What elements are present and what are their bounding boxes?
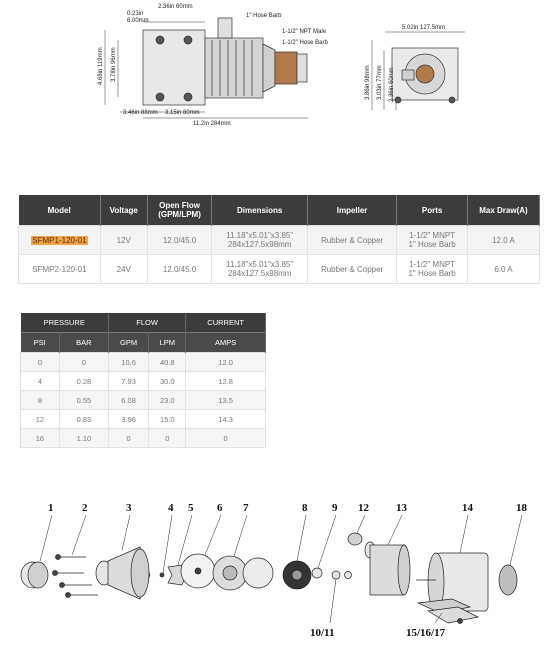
dim-378: 3.78in 96mm [111,47,117,82]
part-label-13: 13 [396,502,407,514]
model-table-header [19,195,540,226]
dim-236-top: 2.36in 60mm [158,4,193,10]
dim-line-1: 11.18"x5.01"x3.85" [226,231,294,240]
lpm-cell: 15.0 [149,410,186,429]
part-label-8: 8 [302,502,308,514]
table-row [21,372,266,391]
sub-gpm: GPM [108,333,148,353]
header-open-flow: Open Flow (GPM/LPM) [147,195,212,226]
flow-cell: 12.0/45.0 [147,255,212,284]
max-draw-cell: 6.0 A [467,255,539,284]
dim-236-front: 2.36in 60mm [389,67,395,102]
part-label-18: 18 [516,502,527,514]
header-model: Model [19,195,101,226]
part-seal [312,568,322,578]
psi-cell: 16 [21,429,60,448]
lpm-cell: 0 [149,429,186,448]
dim-315: 3.15in 80mm [165,110,200,116]
header-impeller: Impeller [307,195,396,226]
dim-502: 5.02in 127.5mm [402,25,446,31]
part-label-9: 9 [332,502,338,514]
gpm-cell: 3.96 [108,410,148,429]
gpm-cell: 0 [108,429,148,448]
gpm-cell: 7.93 [108,372,148,391]
lpm-cell: 23.0 [149,391,186,410]
part-label-1: 1 [48,502,54,514]
part-label-5: 5 [188,502,194,514]
psi-cell: 4 [21,372,60,391]
gpm-cell: 10.6 [108,353,148,372]
amps-cell: 0 [186,429,266,448]
sub-lpm: LPM [149,333,186,353]
header-ports: Ports [397,195,468,226]
table-row [21,429,266,448]
bar-cell: 0 [59,353,108,372]
dim-line-1: 11.18"x5.01"x3.85" [226,260,294,269]
part-label-6: 6 [217,502,223,514]
lpm-cell: 40.8 [149,353,186,372]
dim-6mm: 6.00mm [127,18,149,24]
dim-npt: 1-1/2" NPT Male [282,29,327,35]
header-max-draw: Max Draw(A) [467,195,539,226]
dim-468: 4.68in 119mm [98,47,104,85]
dim-346: 3.46in 88mm [123,110,158,116]
ports-cell [397,255,468,284]
voltage-cell: 12V [100,226,147,255]
sub-amps: AMPS [186,333,266,353]
table-row [19,255,540,284]
part-bushing [348,533,362,545]
port-line-1: 1-1/2" MNPT [409,260,456,269]
dim-hose-barb-1: 1" Hose Barb [246,13,282,19]
table-row [21,353,266,372]
port-line-2: 1" Hose Barb [408,269,456,278]
dimensions-cell [212,255,307,284]
bar-cell: 0.55 [59,391,108,410]
max-draw-cell: 12.0 A [467,226,539,255]
port-line-1: 1-1/2" MNPT [409,231,456,240]
lpm-cell: 30.0 [149,372,186,391]
model-cell [19,226,101,255]
bar-cell: 1.10 [59,429,108,448]
dimension-drawing [0,0,560,135]
dim-386: 3.86in 98mm [365,65,371,100]
bar-cell: 0.83 [59,410,108,429]
amps-cell: 12.0 [186,353,266,372]
part-endcap [499,565,517,595]
part-label-7: 7 [243,502,249,514]
dim-023: 0.23in [127,11,144,17]
amps-cell: 13.5 [186,391,266,410]
table-row [21,391,266,410]
port-line-2: 1" Hose Barb [408,240,456,249]
flow-cell: 12.0/45.0 [147,226,212,255]
part-label-4: 4 [168,502,174,514]
group-pressure: PRESSURE [21,313,109,333]
part-label-12: 12 [358,502,369,514]
dim-112: 11.2in 284mm [193,121,231,127]
part-label-15-16-17: 15/16/17 [406,627,446,639]
dimensions-cell [212,226,307,255]
part-label-14: 14 [462,502,473,514]
header-dimensions: Dimensions [212,195,307,226]
pressure-flow-table [20,313,266,448]
sub-psi: PSI [21,333,60,353]
pump-front-view [392,48,458,103]
group-flow: FLOW [108,313,185,333]
dim-303: 3.03in 77mm [377,65,383,100]
part-label-3: 3 [126,502,132,514]
group-current: CURRENT [186,313,266,333]
amps-cell: 12.8 [186,372,266,391]
gpm-cell: 6.08 [108,391,148,410]
psi-cell: 0 [21,353,60,372]
table-row [21,410,266,429]
dim-line-2: 284x127.5x98mm [227,240,292,249]
dim-line-2: 284x127.5x98mm [227,269,292,278]
psi-cell: 12 [21,410,60,429]
header-voltage: Voltage [100,195,147,226]
model-spec-table [18,195,540,284]
exploded-parts-diagram [0,495,560,640]
impeller-cell: Rubber & Copper [307,226,396,255]
part-label-10-11: 10/11 [310,627,335,639]
dim-hose-barb-15: 1-1/2" Hose Barb [282,40,328,46]
bar-cell: 0.28 [59,372,108,391]
model-cell: SFMP2-120-01 [19,255,101,284]
pressure-sub-header [21,333,266,353]
amps-cell: 14.3 [186,410,266,429]
impeller-cell: Rubber & Copper [307,255,396,284]
model-name-highlighted: SFMP1-120-01 [32,235,87,245]
table-row [19,226,540,255]
ports-cell [397,226,468,255]
sub-bar: BAR [59,333,108,353]
psi-cell: 8 [21,391,60,410]
part-label-2: 2 [82,502,88,514]
voltage-cell: 24V [100,255,147,284]
pressure-group-header [21,313,266,333]
